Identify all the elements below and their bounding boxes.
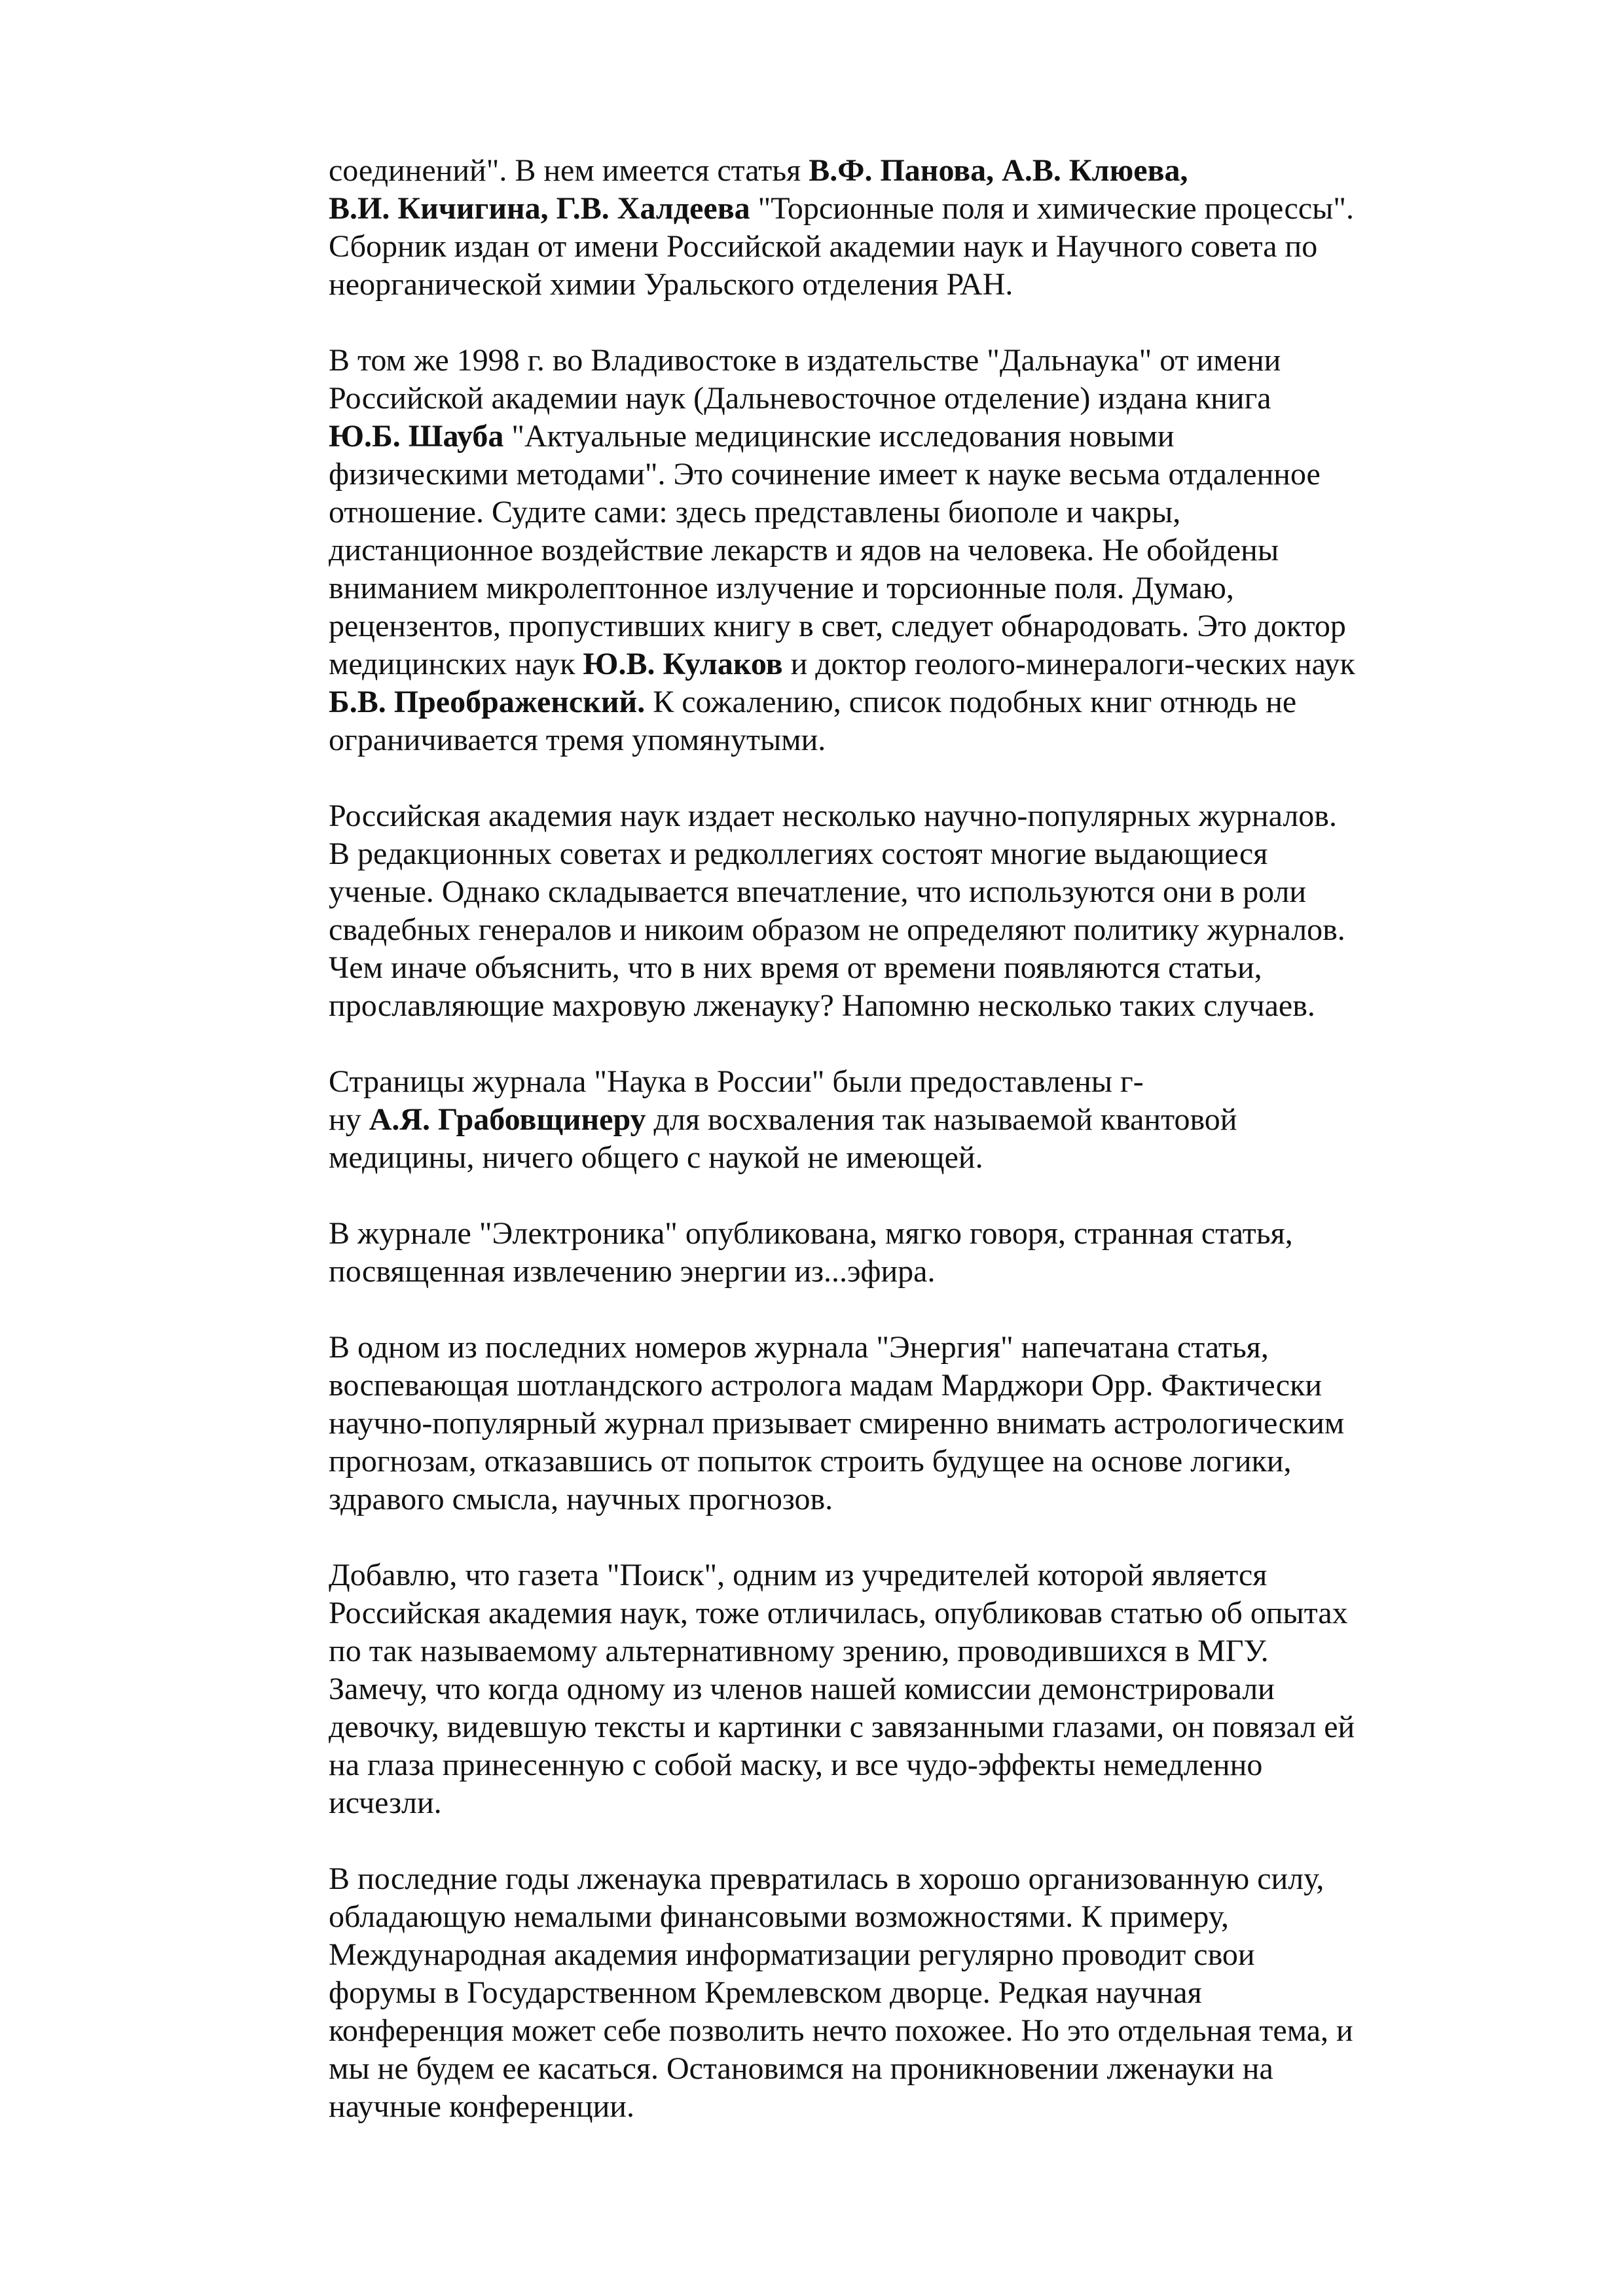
- paragraph: [329, 1556, 1481, 1822]
- text-segment: неорганической химии Уральского отделения РАН.: [329, 267, 1013, 302]
- text-segment: дистанционное воздействие лекарств и ядов на человека. Не обойдены: [329, 533, 1279, 567]
- text-line: [329, 987, 1481, 1025]
- text-line: [329, 797, 1481, 835]
- text-line: [329, 2012, 1481, 2050]
- text-segment: девочку, видевшую тексты и картинки с завязанными глазами, он повязал ей: [329, 1710, 1355, 1744]
- bold-name-text: В.И. Кичигина, Г.В. Халдеева: [329, 191, 750, 226]
- text-segment: Российская академия наук, тоже отличилась, опубликовав статью об опытах: [329, 1596, 1348, 1630]
- text-line: [329, 1784, 1481, 1822]
- text-segment: Российская академия наук издает несколько научно-популярных журналов.: [329, 798, 1337, 833]
- text-line: [329, 569, 1481, 607]
- text-line: [329, 1329, 1481, 1367]
- text-line: [329, 1101, 1481, 1139]
- text-line: [329, 1898, 1481, 1936]
- paragraph: [329, 797, 1481, 1025]
- text-segment: К сожалению, список подобных книг отнюдь не: [645, 685, 1297, 719]
- text-segment: ученые. Однако складывается впечатление, что используются они в роли: [329, 874, 1307, 909]
- text-line: [329, 1480, 1481, 1518]
- text-segment: для восхваления так называемой квантовой: [646, 1102, 1237, 1137]
- text-segment: свадебных генералов и никоим образом не определяют политику журналов.: [329, 912, 1345, 947]
- text-segment: соединений". В нем имеется статья: [329, 153, 809, 188]
- text-segment: конференция может себе позволить нечто похожее. Но это отдельная тема, и: [329, 2013, 1353, 2048]
- text-line: [329, 1708, 1481, 1746]
- paragraph: [329, 152, 1481, 304]
- text-line: [329, 1367, 1481, 1405]
- text-line: [329, 1215, 1481, 1253]
- text-segment: медицинских наук: [329, 647, 583, 681]
- text-line: [329, 342, 1481, 380]
- text-segment: В одном из последних номеров журнала "Энергия" напечатана статья,: [329, 1330, 1269, 1365]
- text-line: [329, 1063, 1481, 1101]
- text-line: [329, 493, 1481, 531]
- text-line: [329, 228, 1481, 266]
- text-segment: отношение. Судите сами: здесь представлены биополе и чакры,: [329, 495, 1181, 529]
- bold-name-text: А.Я. Грабовщинеру: [369, 1102, 646, 1137]
- text-segment: Международная академия информатизации регулярно проводит свои: [329, 1937, 1255, 1972]
- text-line: [329, 1139, 1481, 1177]
- text-segment: ну: [329, 1102, 369, 1137]
- text-line: [329, 1405, 1481, 1443]
- text-segment: Российской академии наук (Дальневосточное отделение) издана книга: [329, 381, 1271, 416]
- text-segment: исчезли.: [329, 1785, 442, 1820]
- text-segment: воспевающая шотландского астролога мадам Марджори Орр. Фактически: [329, 1368, 1322, 1403]
- text-segment: мы не будем ее касаться. Остановимся на проникновении лженауки на: [329, 2051, 1273, 2086]
- text-segment: В последние годы лженаука превратилась в хорошо организованную силу,: [329, 1861, 1324, 1896]
- document-body: [329, 152, 1481, 2164]
- text-segment: научно-популярный журнал призывает смиренно внимать астрологическим: [329, 1406, 1345, 1441]
- text-segment: прогнозам, отказавшись от попыток строить будущее на основе логики,: [329, 1444, 1292, 1479]
- text-segment: форумы в Государственном Кремлевском дворце. Редкая научная: [329, 1975, 1202, 2010]
- text-segment: рецензентов, пропустивших книгу в свет, следует обнародовать. Это доктор: [329, 609, 1346, 643]
- text-line: [329, 683, 1481, 721]
- text-line: [329, 645, 1481, 683]
- text-segment: на глаза принесенную с собой маску, и все чудо-эффекты немедленно: [329, 1748, 1263, 1782]
- bold-name-text: Ю.Б. Шауба: [329, 419, 504, 454]
- text-segment: В том же 1998 г. во Владивостоке в издательстве "Дальнаука" от имени: [329, 343, 1281, 378]
- text-line: [329, 2088, 1481, 2126]
- text-line: [329, 1443, 1481, 1480]
- paragraph: [329, 1860, 1481, 2126]
- text-line: [329, 1632, 1481, 1670]
- text-segment: прославляющие махровую лженауку? Напомню несколько таких случаев.: [329, 988, 1315, 1023]
- text-segment: вниманием микролептонное излучение и торсионные поля. Думаю,: [329, 571, 1234, 605]
- text-segment: Добавлю, что газета "Поиск", одним из учредителей которой является: [329, 1558, 1267, 1592]
- text-line: [329, 418, 1481, 456]
- text-line: [329, 1670, 1481, 1708]
- text-segment: по так называемому альтернативному зрению, проводившихся в МГУ.: [329, 1634, 1269, 1668]
- text-line: [329, 266, 1481, 304]
- paragraph: [329, 1063, 1481, 1177]
- text-segment: "Актуальные медицинские исследования новыми: [503, 419, 1175, 454]
- text-segment: Замечу, что когда одному из членов нашей комиссии демонстрировали: [329, 1672, 1275, 1706]
- text-line: [329, 1974, 1481, 2012]
- text-line: [329, 949, 1481, 987]
- text-segment: обладающую немалыми финансовыми возможностями. К примеру,: [329, 1899, 1229, 1934]
- text-segment: Чем иначе объяснить, что в них время от времени появляются статьи,: [329, 950, 1262, 985]
- text-line: [329, 1746, 1481, 1784]
- text-segment: ограничивается тремя упомянутыми.: [329, 723, 826, 757]
- text-line: [329, 873, 1481, 911]
- text-segment: Сборник издан от имени Российской академии наук и Научного совета по: [329, 229, 1318, 264]
- text-segment: посвященная извлечению энергии из...эфира.: [329, 1254, 936, 1289]
- text-line: [329, 2050, 1481, 2088]
- text-segment: В журнале "Электроника" опубликована, мягко говоря, странная статья,: [329, 1216, 1293, 1251]
- text-segment: и доктор геолого-минералоги-ческих наук: [782, 647, 1355, 681]
- bold-name-text: В.Ф. Панова, А.В. Клюева,: [809, 153, 1188, 188]
- text-line: [329, 531, 1481, 569]
- bold-name-text: Ю.В. Кулаков: [583, 647, 783, 681]
- text-line: [329, 607, 1481, 645]
- text-line: [329, 380, 1481, 418]
- paragraph: [329, 1215, 1481, 1291]
- text-line: [329, 1556, 1481, 1594]
- text-line: [329, 1253, 1481, 1291]
- text-line: [329, 1936, 1481, 1974]
- text-line: [329, 1860, 1481, 1898]
- text-segment: здравого смысла, научных прогнозов.: [329, 1482, 833, 1516]
- text-segment: В редакционных советах и редколлегиях состоят многие выдающиеся: [329, 836, 1268, 871]
- text-line: [329, 152, 1481, 190]
- text-line: [329, 190, 1481, 228]
- text-segment: "Торсионные поля и химические процессы".: [750, 191, 1354, 226]
- paragraph: [329, 1329, 1481, 1518]
- text-line: [329, 1594, 1481, 1632]
- bold-name-text: Б.В. Преображенский.: [329, 685, 646, 719]
- text-segment: физическими методами". Это сочинение имеет к науке весьма отдаленное: [329, 457, 1321, 492]
- text-segment: медицины, ничего общего с наукой не имеющей.: [329, 1140, 983, 1175]
- paragraph: [329, 342, 1481, 759]
- text-line: [329, 721, 1481, 759]
- text-segment: Страницы журнала "Наука в России" были предоставлены г-: [329, 1064, 1144, 1099]
- text-segment: научные конференции.: [329, 2089, 634, 2124]
- text-line: [329, 911, 1481, 949]
- text-line: [329, 456, 1481, 493]
- text-line: [329, 835, 1481, 873]
